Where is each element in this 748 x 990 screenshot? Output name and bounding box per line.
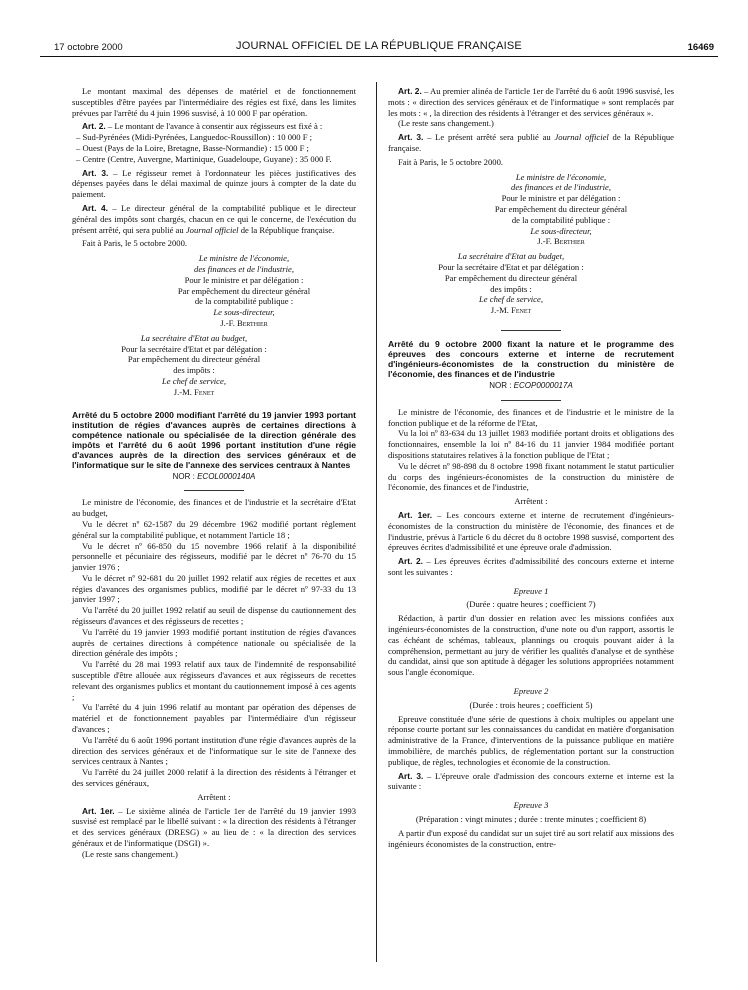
signature-line: Pour le ministre et par délégation : (501, 193, 621, 204)
signature-line: de la comptabilité publique : (194, 296, 294, 307)
signature-line: La secrétaire d'Etat au budget, (140, 332, 248, 343)
reste-sans-changement: (Le reste sans changement.) (82, 848, 178, 859)
visa: Vu l'arrêté du 4 juin 1996 relatif au montant par opération des dépenses de matériel et de fonctionnement payables par l'intermédiaire d'un régisseur d'avances ; (72, 702, 356, 735)
reste-sans-changement: (Le reste sans changement.) (398, 118, 494, 129)
signature-block-secretary (72, 333, 316, 398)
visa: Vu l'arrêté du 6 août 1996 portant institution d'une régie d'avances auprès de la direction des services généraux et de l'informatique sur le site de l'annexe des services centraux à Nantes ; (72, 734, 356, 767)
signature-line: Le ministre de l'économie, (515, 171, 607, 182)
signatory-name: J.-M. Fenet (173, 386, 215, 397)
article-3-oral (388, 771, 674, 793)
fait-a-paris: Fait à Paris, le 5 octobre 2000. (398, 156, 504, 167)
epreuve-meta: (Durée : trois heures ; coefficient 5) (469, 699, 593, 710)
signature-line: Par empêchement du directeur général (494, 203, 628, 214)
journal-officiel: Journal officiel (554, 132, 609, 143)
article-label: Art. 3. (398, 132, 424, 143)
signature-line: des finances et de l'industrie, (194, 263, 294, 274)
arretent: Arrêtent : (514, 496, 548, 507)
right-column (388, 86, 674, 849)
article-1 (388, 510, 674, 553)
article-text: – Le directeur général de la comptabilité publique et le directeur général des impôts sont chargés, chacun en ce qui le concerne, de l'exécution du présent arrêté, qui sera publié au (72, 202, 356, 235)
epreuve-title: Epreuve 2 (513, 686, 549, 697)
article-label: Art. 4. (82, 202, 108, 213)
article-2 (388, 86, 674, 118)
article-text-end: de la République française. (238, 224, 335, 235)
nor-label: NOR : (489, 380, 514, 390)
epreuve-title: Epreuve 1 (513, 585, 549, 596)
article-text-end: de la République française. (388, 132, 674, 153)
visa: Vu l'arrêté du 28 mai 1993 relatif aux taux de l'indemnité de responsabilité susceptible d'être allouée aux régisseurs d'avances et aux régisseurs de recettes relevant des organismes publics et montant du cautionnement imposé à ces agents ; (72, 659, 356, 702)
signature-line: Pour la secrétaire d'Etat et par délégation : (438, 261, 584, 272)
separator (501, 400, 561, 401)
article-text: – Le présent arrêté sera publié au (423, 132, 555, 143)
article-text: – Le sixième alinéa de l'article 1er de l'arrêté du 19 janvier 1993 susvisé est remplacé par le libellé suivant : « la direction des résidents à l'étranger et des services généraux (DRESG) » au lieu de : « la direction des services généraux et de l'informatique (DSGI) ». (72, 805, 356, 849)
signature-line: des impôts : (490, 283, 532, 294)
page-number: 16469 (687, 42, 714, 53)
arrete-title: Arrêté du 9 octobre 2000 fixant la nature et le programme des épreuves des concours externe et interne de recrutement d'ingénieurs-économistes de la construction du ministère de l'économie, des finances et de l'industrie (388, 338, 674, 379)
article-1 (72, 806, 356, 849)
list-item: – Ouest (Pays de la Loire, Bretagne, Basse-Normandie) : 15 000 F ; (76, 142, 309, 153)
header-date: 17 octobre 2000 (54, 42, 123, 53)
article-text: – Au premier alinéa de l'article 1er de l'arrêté du 6 août 1996 susvisé, les mots : « direction des services généraux et de l'informatique » sont remplacés par les mots : « , la direction des résidents à l'étranger et des services généraux ». (388, 86, 674, 118)
visa: Vu l'arrêté du 24 juillet 2000 relatif à la direction des résidents à l'étranger et des services généraux, (72, 767, 356, 789)
signature-line: Par empêchement du directeur général (444, 272, 578, 283)
signatory-name: J.-F. Berthier (537, 236, 585, 247)
signature-line: Par empêchement du directeur général (127, 354, 261, 365)
arrete-title: Arrêté du 5 octobre 2000 modifiant l'arrêté du 19 janvier 1993 portant institution de régies d'avances auprès de certaines directions à compétence nationale ou spécialisée de la direction générale des impôts et l'arrêté du 6 août 1996 portant institution d'une régie d'avances auprès de la direction des services généraux et de l'informatique sur le site de l'annexe des services centraux à Nantes (72, 409, 356, 470)
visa: Vu la loi nº 83-634 du 13 juillet 1983 modifiée portant droits et obligations des fonctionnaires, ensemble la loi nº 84-16 du 11 janvier 1984 modifiée portant dispositions statutaires relatives à la fonction publique de l'Etat ; (388, 428, 674, 460)
article-label: Art. 2. (398, 86, 422, 96)
visa: Le ministre de l'économie, des finances et de l'industrie et le ministre de la fonction publique et de la réforme de l'Etat, (388, 406, 674, 428)
signature-block-secretary (388, 251, 634, 316)
fait-a-paris: Fait à Paris, le 5 octobre 2000. (82, 238, 188, 249)
epreuve-meta: (Préparation : vingt minutes ; durée : trente minutes ; coefficient 8) (415, 814, 647, 825)
visa: Vu l'arrêté du 19 janvier 1993 modifié portant institution de régies d'avances auprès de certaines directions à compétence nationale ou spécialisée de la direction générale des impôts ; (72, 626, 356, 659)
article-label: Art. 3. (398, 770, 424, 781)
visa: Vu l'arrêté du 20 juillet 1992 relatif au seuil de dispense du cautionnement des régisseurs d'avances et des régisseurs de recettes ; (72, 605, 356, 627)
nor-reference (72, 472, 356, 483)
epreuve-meta: (Durée : quatre heures ; coefficient 7) (466, 599, 596, 610)
article-2 (72, 121, 356, 132)
separator (501, 330, 561, 331)
signature-line: Pour la secrétaire d'Etat et par délégation : (121, 343, 267, 354)
paragraph: Le montant maximal des dépenses de matériel et de fonctionnement susceptibles d'être payées par l'intermédiaire des régies est fixé, dans les limites prévues par l'arrêté du 4 juin 1996 susvisé, à 10 000 F par opération. (72, 86, 356, 118)
article-label: Art. 2. (398, 556, 423, 567)
signature-block-minister (132, 253, 356, 329)
signatory-name: J.-M. Fenet (490, 305, 532, 316)
article-label: Art. 3. (82, 167, 109, 178)
page-header (40, 38, 718, 57)
article-label: Art. 2. (82, 121, 106, 132)
nor-code: ECOL0000140A (197, 471, 256, 481)
epreuve-text: Rédaction, à partir d'un dossier en relation avec les missions confiées aux ingénieurs-économistes de la construction, d'une note ou d'un rapport, assortis le cas échéant de schémas, tableaux, plannings ou croquis pouvant aider à la compréhension, permettant au jury de vérifier les qualités d'analyse et de synthèse du candidat, ainsi que son aptitude à dégager les solutions appropriées notamment sous l'angle économique. (388, 613, 674, 678)
article-3 (72, 168, 356, 200)
column-divider (376, 82, 377, 962)
signature-block-minister (448, 172, 674, 248)
nor-label: NOR : (172, 471, 198, 481)
epreuve-title: Epreuve 3 (513, 800, 549, 811)
separator (184, 490, 244, 491)
article-text: – Les concours externe et interne de recrutement d'ingénieurs-économistes de la construction du ministère de l'économie, des finances et de l'industrie, prévus à l'article 6 du décret du 8 octobre 1998 susvisé, comportent des épreuves écrites d'admissibilité et une épreuve orale d'admission. (388, 509, 674, 553)
epreuve-text: A partir d'un exposé du candidat sur un sujet tiré au sort relatif aux missions des ingénieurs économistes de la construction, entre- (388, 827, 674, 849)
signature-line: Le chef de service, (162, 375, 226, 386)
visa: Le ministre de l'économie, des finances et de l'industrie et la secrétaire d'Etat au budget, (72, 497, 356, 519)
left-column (72, 86, 356, 860)
article-2-epreuves (388, 556, 674, 578)
signature-line: Pour le ministre et par délégation : (184, 274, 304, 285)
list-item: – Sud-Pyrénées (Midi-Pyrénées, Languedoc-Roussillon) : 10 000 F ; (76, 132, 313, 143)
list-item: – Centre (Centre, Auvergne, Martinique, Guadeloupe, Guyane) : 35 000 F. (76, 153, 332, 164)
visa: Vu le décret nº 98-898 du 8 octobre 1998 fixant notamment le statut particulier du corps des ingénieurs-économistes de la construction du ministère de l'économie, des finances et de l'industrie, (388, 460, 674, 493)
article-text: – Le régisseur remet à l'ordonnateur les pièces justificatives des dépenses payées dans le délai maximal de quinze jours à compter de la date du paiement. (72, 167, 356, 200)
signature-line: Par empêchement du directeur général (177, 285, 311, 296)
signature-line: de la comptabilité publique : (511, 214, 611, 225)
signature-line: Le ministre de l'économie, (198, 253, 290, 264)
signature-line: Le chef de service, (479, 294, 543, 305)
article-text: – L'épreuve orale d'admission des concours externe et interne est la suivante : (388, 770, 674, 792)
signature-line: Le sous-directeur, (213, 307, 275, 318)
signature-line: des impôts : (173, 365, 215, 376)
signature-line: La secrétaire d'Etat au budget, (457, 251, 565, 262)
epreuve-text: Epreuve constituée d'une série de questions à choix multiples ou appelant une réponse courte portant sur les connaissances du candidat en matière d'organisation administrative de la France, d'interventions de la puissance publique en matière immobilière, de marchés publics, de réglementation portant sur la construction publique, de règles, technologies et économie de la construction. (388, 713, 674, 767)
signature-line: Le sous-directeur, (530, 225, 592, 236)
article-text: – Les épreuves écrites d'admissibilité des concours externe et interne sont les suivantes : (388, 556, 674, 577)
article-4 (72, 203, 356, 235)
article-3 (388, 132, 674, 154)
signatory-name: J.-F. Berthier (220, 317, 268, 328)
arretent: Arrêtent : (197, 791, 231, 802)
article-label: Art. 1er. (398, 509, 433, 520)
nor-code: ECOP0000017A (513, 380, 573, 390)
article-text: – Le montant de l'avance à consentir aux régisseurs est fixé à : (105, 121, 323, 132)
journal-officiel: Journal officiel (185, 224, 239, 235)
visa: Vu le décret nº 66-850 du 15 novembre 1966 relatif à la disponibilité personnelle et pécuniaire des régisseurs, modifié par le décret nº 76-70 du 15 janvier 1976 ; (72, 540, 356, 573)
signature-line: des finances et de l'industrie, (511, 182, 611, 193)
nor-reference (388, 381, 674, 392)
visa: Vu le décret nº 62-1587 du 29 décembre 1962 modifié portant règlement général sur la comptabilité publique, et notamment l'article 18 ; (72, 518, 356, 540)
header-title: JOURNAL OFFICIEL DE LA RÉPUBLIQUE FRANÇAISE (236, 40, 522, 52)
article-label: Art. 1er. (82, 805, 115, 816)
visa: Vu le décret nº 92-681 du 20 juillet 1992 relatif aux régies de recettes et aux régies d'avances des organismes publics, modifié par le décret nº 97-33 du 13 janvier 1997 ; (72, 572, 356, 605)
